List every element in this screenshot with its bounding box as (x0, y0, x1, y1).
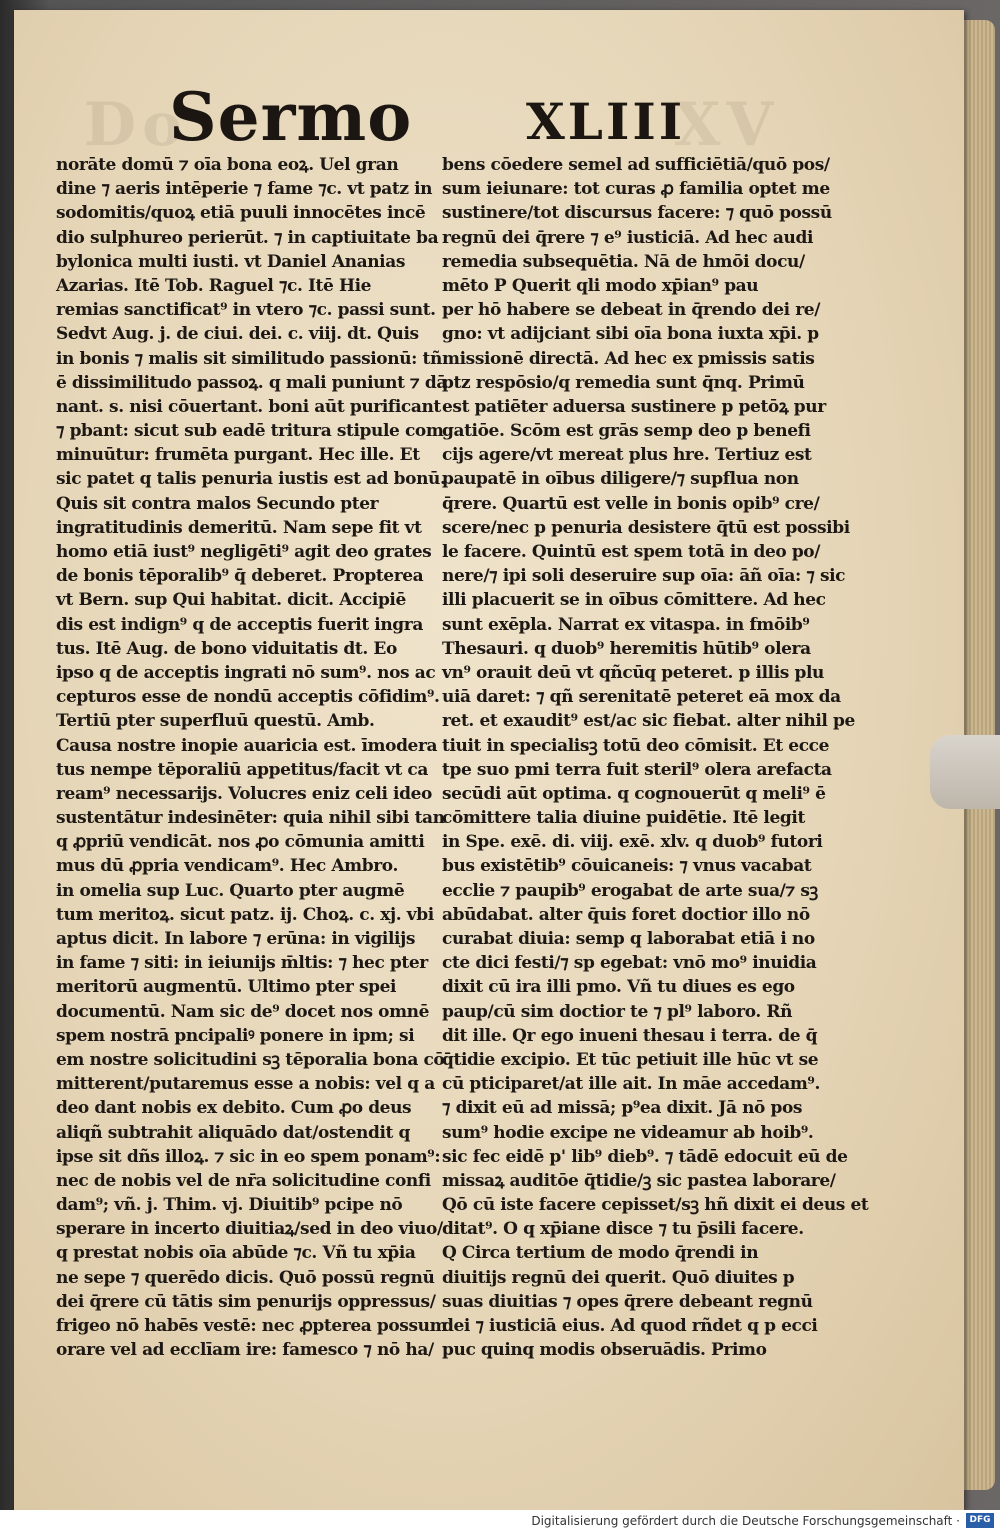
text-line: secūdi aūt optima. q cognouerūt q meli⁹ ē (442, 783, 826, 804)
text-line: tum meritoꝝ. sicut patz. ij. Choꝝ. c. xj. vbi (56, 904, 434, 925)
text-line: suas diuitias ⁊ opes q̄rere debeant regnū (442, 1291, 813, 1312)
running-title: Sermo (169, 78, 413, 156)
text-line: per hō habere se debeat in q̄rendo dei re/ (442, 300, 821, 321)
text-line: dine ⁊ aeris intēperie ⁊ fame ⁊c. vt patz in (56, 179, 433, 200)
text-line: sum⁹ hodie excipe ne videamur ab hoib⁹. (442, 1122, 814, 1143)
left-text-column (56, 153, 448, 1362)
text-line: tus nempe tēporaliū appetitus/facit vt ca (56, 759, 428, 780)
text-line: in bonis ⁊ malis sit similitudo passionū: tñ (56, 348, 442, 369)
text-line: dis est indign⁹ q de acceptis fuerit ingra (56, 614, 423, 635)
text-line: abūdabat. alter q̄uis foret doctior illo nō (442, 904, 810, 925)
text-line: sustinere/tot discursus facere: ⁊ quō possū (442, 203, 832, 224)
text-line: missaꝝ auditōe q̄tidie/ꝫ sic pastea laborare/ (442, 1170, 836, 1191)
text-line: ipso q de acceptis ingrati nō sum⁹. nos ac (56, 662, 436, 683)
text-line: homo etiā iust⁹ negligēti⁹ agit deo grates (56, 542, 432, 562)
text-line: tiuit in specialisꝫ totū deo cōmisit. Et ecce (442, 735, 830, 756)
text-line: ptz respōsio/q remedia sunt q̄nq. Primū (442, 372, 805, 393)
text-line: cū pticiparet/at ille ait. In māe accedam⁹. (442, 1074, 820, 1095)
dfg-logo-icon: DFG (966, 1513, 994, 1528)
text-line: aliqñ subtrahit aliquādo dat/ostendit q (56, 1122, 410, 1143)
text-line: vt Bern. sup Qui habitat. dicit. Accipiē (56, 590, 406, 611)
text-line: Azarias. Itē Tob. Raguel ⁊c. Itē Hie (56, 275, 372, 296)
text-line: Tertiū pter superfluū questū. Amb. (56, 711, 375, 732)
text-line: dei q̄rere cū tātis sim penurijs oppressus/ (56, 1291, 436, 1312)
show-through-right: XV (674, 90, 780, 160)
text-line: dio sulphureo perierūt. ⁊ in captiuitate ba (56, 227, 439, 248)
text-line: sperare in incerto diuitiaꝝ/sed in deo viuo/ (56, 1219, 443, 1240)
text-line: nec de nobis vel de nr̄a solicitudine confi (56, 1170, 431, 1191)
text-line: q̄tidie excipio. Et tūc petiuit ille hūc vt se (442, 1049, 819, 1070)
text-line: Qō cū iste facere cepisset/sꝫ hñ dixit ei deus et (442, 1195, 869, 1216)
text-line: remias sanctificat⁹ in vtero ⁊c. passi sunt. (56, 300, 436, 321)
text-line: ⁊ pbant: sicut sub eadē tritura stipule com (56, 421, 444, 442)
book-clasp (930, 735, 1000, 809)
text-line: orare vel ad ecclīam ire: famesco ⁊ nō ha/ (56, 1340, 434, 1361)
text-line: bus existētib⁹ cōuicaneis: ⁊ vnus vacabat (442, 856, 812, 877)
text-line: q prestat nobis oīa abūde ⁊c. Vñ tu xp̄ia (56, 1243, 416, 1264)
text-line: minuūtur: frumēta purgant. Hec ille. Et (56, 445, 420, 466)
text-line: bens cōedere semel ad sufficiētiā/quō pos/ (442, 155, 830, 175)
text-line: sic fec eidē p' lib⁹ dieb⁹. ⁊ tādē edocuit eū de (442, 1146, 848, 1167)
text-line: missionē directā. Ad hec ex pmissis satis (442, 348, 815, 369)
text-line: q̄rere. Quartū est velle in bonis opib⁹ cre/ (442, 493, 820, 514)
text-line: ipse sit dñs illoꝝ. ⁊ sic in eo spem ponam⁹: (56, 1146, 441, 1167)
text-line: sodomitis/quoꝝ etiā puuli innocētes incē (56, 203, 426, 224)
text-line: vn⁹ orauit deū vt qñcūq peteret. p illis plu (442, 662, 824, 683)
text-line: curabat diuia: semp q laborabat etiā i no (442, 929, 815, 949)
text-line: mus dū ꝓpria vendicam⁹. Hec Ambro. (56, 856, 398, 877)
text-line: ecclie ⁊ paupib⁹ erogabat de arte sua/⁊ sꝫ (442, 880, 818, 901)
text-line: deo dant nobis ex debito. Cum ꝓo deus (56, 1098, 412, 1119)
text-line: bylonica multi iusti. vt Daniel Ananias (56, 251, 406, 272)
text-line: gatiōe. Scōm est grās semp deo p benefi (442, 421, 811, 442)
text-line: dixit cū ira illi pmo. Vñ tu diues es ego (442, 977, 795, 998)
text-line: spem nostrā pncipaliꝰ ponere in ipm; si (56, 1025, 415, 1046)
text-line: in Spe. exē. di. viij. exē. xlv. q duob⁹ futori (442, 832, 823, 853)
text-line: sum ieiunare: tot curas ꝓ familia optet me (442, 179, 830, 200)
text-line: Thesauri. q duob⁹ heremitis hūtib⁹ olera (442, 638, 811, 659)
folio-number: XLIII (526, 92, 686, 151)
text-line: cijs agere/vt mereat plus hre. Tertiuz est (442, 445, 812, 466)
text-line: dit ille. Qr ego inueni thesau i terra. de q̄ (442, 1025, 818, 1046)
text-line: norāte domū ⁊ oīa bona eoꝝ. Uel gran (56, 155, 399, 175)
show-through-left: Do (84, 90, 189, 160)
text-line: frigeo nō habēs vestē: nec ꝓpterea possum (56, 1316, 448, 1336)
text-line: sic patet q talis penuria iustis est ad bonū. (56, 469, 446, 490)
text-line: q ꝓpriū vendicāt. nos ꝓo cōmunia amitti (56, 832, 425, 853)
text-line: illi placuerit se in oībus cōmittere. Ad hec (442, 590, 826, 611)
text-line: cōmittere talia diuine puidētie. Itē legit (442, 808, 805, 829)
text-line: aptus dicit. In labore ⁊ erūna: in vigilijs (56, 929, 415, 949)
text-line: in fame ⁊ siti: in ieiunijs m̄ltis: ⁊ hec pter (56, 953, 428, 974)
text-line: scere/nec p penuria desistere q̄tū est possibi (442, 517, 850, 538)
text-line: Q Circa tertium de modo q̄rendi in (442, 1243, 759, 1264)
text-line: tpe suo pmi terra fuit steril⁹ olera arefacta (442, 759, 832, 780)
text-line: documentū. Nam sic de⁹ docet nos omnē (56, 1001, 430, 1022)
book-page (14, 10, 964, 1510)
text-line: dam⁹; vñ. j. Thim. vj. Diuitib⁹ pcipe nō (56, 1195, 403, 1216)
text-line: tus. Itē Aug. de bono viduitatis dt. Eo (56, 638, 397, 659)
text-line: regnū dei q̄rere ⁊ e⁹ iusticiā. Ad hec audi (442, 227, 813, 248)
text-line: le facere. Quintū est spem totā in deo po/ (442, 542, 821, 562)
text-line: Causa nostre inopie auaricia est. īmodera (56, 735, 438, 756)
text-line: cte dici festi/⁊ sp egebat: vnō mo⁹ inuidia (442, 953, 817, 974)
text-line: remedia subsequētia. Nā de hmōi docu/ (442, 251, 805, 272)
text-line: meritorū augmentū. Ultimo pter spei (56, 977, 397, 998)
text-line: nant. s. nisi cōuertant. boni aūt purificant (56, 396, 441, 417)
text-line: ⁊ dixit eū ad missā; p⁹ea dixit. Jā nō pos (442, 1098, 803, 1119)
text-line: ret. et exaudit⁹ est/ac sic fiebat. alter nihil pe (442, 711, 855, 732)
text-line: ne sepe ⁊ querēdo dicis. Quō possū regnū (56, 1267, 435, 1288)
footer-bar (0, 1510, 1000, 1532)
text-line: paupatē in oībus diligere/⁊ supflua non (442, 469, 799, 490)
text-line: cepturos esse de nondū acceptis cōfidim⁹. (56, 687, 440, 708)
text-line: Sedvt Aug. j. de ciui. dei. c. viij. dt. Quis (56, 324, 419, 345)
text-line: em nostre solicitudini sꝫ tēporalia bona cō (56, 1049, 445, 1070)
text-line: sunt exēpla. Narrat ex vitaspa. in fmōib⁹ (442, 614, 810, 635)
text-line: gno: vt adijciant sibi oīa bona iuxta xp̄i. p (442, 324, 819, 345)
text-line: ditat⁹. O q xp̄iane disce ⁊ tu p̄sili facere. (442, 1219, 804, 1240)
funding-credit: Digitalisierung gefördert durch die Deutsche Forschungsgemeinschaft · (531, 1514, 960, 1528)
text-line: dei ⁊ iusticiā eius. Ad quod rñdet q p ecci (442, 1316, 818, 1336)
text-line: diuitijs regnū dei querit. Quō diuites p (442, 1267, 795, 1288)
text-line: Quis sit contra malos Secundo pter (56, 493, 379, 514)
text-line: puc quinq modis obseruādis. Primo (442, 1340, 767, 1361)
text-line: paup/cū sim doctior te ⁊ pl⁹ laboro. Rñ (442, 1001, 793, 1022)
text-line: uiā daret: ⁊ qñ serenitatē peteret eā mox da (442, 687, 841, 708)
text-line: de bonis tēporalib⁹ q̄ deberet. Propterea (56, 566, 424, 587)
text-line: est patiēter aduersa sustinere p petōꝝ pur (442, 396, 826, 417)
text-line: ē dissimilitudo passoꝝ. q mali puniunt ⁊ dā (56, 372, 447, 393)
text-line: nere/⁊ ipi soli deseruire sup oīa: āñ oīa: ⁊ sic (442, 566, 846, 587)
text-line: ream⁹ necessarijs. Volucres eniz celi ideo (56, 783, 432, 804)
text-line: in omelia sup Luc. Quarto pter augmē (56, 880, 405, 901)
text-line: mitterent/putaremus esse a nobis: vel q a (56, 1074, 435, 1095)
text-line: mēto P Querit qli modo xp̄ian⁹ pau (442, 275, 759, 296)
right-text-column (442, 153, 869, 1362)
text-line: sustentātur indesinēter: quia nihil sibi tan (56, 808, 445, 829)
text-line: ingratitudinis demeritū. Nam sepe fit vt (56, 517, 422, 538)
